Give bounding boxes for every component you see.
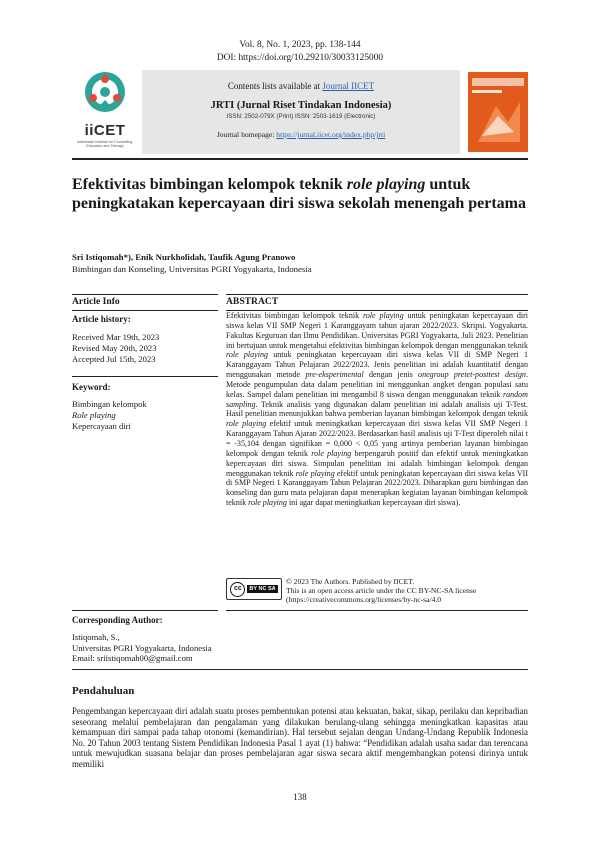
intro-heading: Pendahuluan [72, 685, 135, 697]
homepage-line [142, 130, 460, 139]
keyword-heading: Keyword: [72, 382, 111, 392]
divider [226, 610, 528, 611]
divider [72, 294, 218, 295]
contents-prefix: Contents lists available at [227, 81, 323, 91]
divider [72, 610, 218, 611]
abstract-heading: ABSTRACT [226, 296, 279, 307]
copyright-line: © 2023 The Authors. Published by IICET. [286, 577, 415, 586]
section-divider [72, 669, 528, 670]
corresponding-name: Istiqomah, S., [72, 632, 120, 642]
received-date: Received Mar 19th, 2023 [72, 332, 160, 342]
keyword-item: Kepercayaan diri [72, 421, 131, 431]
journal-cover-image [468, 72, 528, 152]
journal-link[interactable]: Journal IICET [322, 81, 375, 91]
divider [72, 310, 218, 311]
history-heading: Article history: [72, 314, 131, 324]
revised-date: Revised May 20th, 2023 [72, 343, 157, 353]
article-title [72, 175, 528, 213]
keyword-item: Role playing [72, 410, 116, 420]
cc-license-badge[interactable] [226, 578, 282, 600]
page-number: 138 [293, 792, 307, 802]
homepage-link[interactable]: https://jurnal.iicet.org/index.php/jrti [276, 130, 386, 139]
title-segment-2: untuk peningkatakan kepercayaan diri siswa sekolah menengah pertama [72, 176, 526, 212]
license-text [286, 577, 528, 605]
issn-line: ISSN: 2502-079X (Print) ISSN: 2503-1619 (Electronic) [226, 113, 376, 120]
keyword-item: Bimbingan kelompok [72, 399, 147, 409]
license-url[interactable]: (https://creativecommons.org/licenses/by-nc-sa/4.0 [286, 595, 442, 605]
title-segment-1: Efektivitas bimbingan kelompok teknik [72, 176, 347, 193]
cc-terms-tag: BY NC SA [249, 586, 276, 592]
logo-wordmark: iiCET [84, 122, 126, 139]
intro-text: Pengembangan kepercayaan diri adalah suatu proses pembentukan potensi atau kekuatan, bakat, sikap, perilaku dan kepribadian seseorang melalui pembelajaran dan pengalaman yang dilakukan berulang-ulang sehingga meningkatkan kapasitas atau kemampuan diri sampai pada tahap otonomi (kemandirian). Hal tersebut sejalan dengan Undang-Undang Republik Indonesia No. 20 Tahun 2003 tentang Sistem Pendidikan Indonesia Pasal 1 ayat (1) bahwa: “Pendidikan adalah usaha sadar dan terencana untuk mewujudkan suasana belajar dan proses pembelajaran agar siswa secara aktif mengembangkan potensi dirinya untuk memiliki [72, 706, 528, 769]
doi-line[interactable]: DOI: https://doi.org/10.29210/30033125000 [216, 53, 384, 63]
accepted-date: Accepted Jul 15th, 2023 [72, 354, 156, 364]
iicet-logo [72, 70, 138, 154]
title-italic-segment: role playing [346, 176, 426, 193]
cover-art-icon [468, 72, 528, 152]
affiliation: Bimbingan dan Konseling, Universitas PGRI Yogyakarta, Indonesia [72, 264, 312, 274]
divider [226, 294, 528, 295]
volume-line: Vol. 8, No. 1, 2023, pp. 138-144 [239, 40, 361, 50]
header-divider [72, 158, 528, 160]
article-info-heading: Article Info [72, 296, 120, 307]
journal-title: JRTI (Jurnal Riset Tindakan Indonesia) [210, 100, 392, 111]
corresponding-heading: Corresponding Author: [72, 615, 163, 625]
author-list: Sri Istiqomah*), Enik Nurkholidah, Taufik Agung Pranowo [72, 252, 296, 262]
journal-masthead [72, 70, 528, 154]
abstract-text: Efektivitas bimbingan kelompok teknik role playing untuk peningkatan kepercayaan diri siswa kelas VII SMP Negeri 1 Karanggayam tahun ajaran 2022/2023. Skripsi. Yogyakarta. Fakultas Keguruan dan Ilmu Pendidikan. Universitas PGRI Yogyakarta, Juli 2023. Penelitian ini bertujuan untuk mengetahui efektivitas bimbingan kelompok dengan menggunakan teknik role playing untuk peningkatan kepercayaan diri siswa kelas VII di SMP Negeri 1 Karanggayam Tahun Pelajaran 2022/2023. Jenis penelitian ini adalah kuantitatif dengan menggunakan metode pre-eksperimental dengan jenis onegroup pretet-posttest design. Metode pengumpulan data dalam penelitian ini menggunkan angket dengan populasi satu kelas. Sampel dalam penelitian ini mengambil 8 siswa dengan menggunakan teknik random sampling. Teknik analisis yang digunakan dalam penelitian ini adalah analisis uji T-Test. Hasil penelitian menunjukkan bahwa pemberian layanan bimbingan kelompok dengan teknik role playing efektif untuk meningkatkan kepercayaan diri siswa kelas VII SMP Negeri 1 Karanggayam Tahun Ajaran 2022/2023. Berdasarkan hasil analisis uji T-Test diperoleh nilai t = -35,104 dengan signifikan = 0,000 < 0,05 yang artinya pemberian layanan bimbingan kelompok dengan teknik role playing berpengaruh positif dan efektif untuk meningkatkan kepercayaan diri siswa. Simpulan penelitian ini adalah bimbingan kelompok dengan menggunakan teknik role playing efektif untuk peningkatan kepercayaan diri siswa kelas VII di SMP Negeri 1 Karanggayam Tahun Pelajaran 2022/2023. Diharapkan guru bimbingan dan konseling dan guru mata pelajaran dapat menerapkan kegiatan layanan bimbingan kelompok teknik role playing ini agar dapat meningkatkan kepercayaan diri siswa). [226, 311, 529, 508]
divider [72, 376, 218, 377]
logo-tagline: Indonesian Institute for Counseling, Education and Therapy [76, 140, 134, 148]
corresponding-email[interactable]: Email: sriistiqomah00@gmail.com [72, 653, 193, 663]
corresponding-institution: Universitas PGRI Yogyakarta, Indonesia [72, 643, 212, 653]
iicet-logo-icon [72, 70, 138, 122]
journal-info-box [142, 70, 460, 154]
contents-line [142, 81, 460, 91]
license-line: This is an open access article under the CC BY-NC-SA license [286, 586, 477, 596]
homepage-prefix: Journal homepage: [216, 130, 277, 139]
cc-icon: cc [230, 582, 245, 597]
